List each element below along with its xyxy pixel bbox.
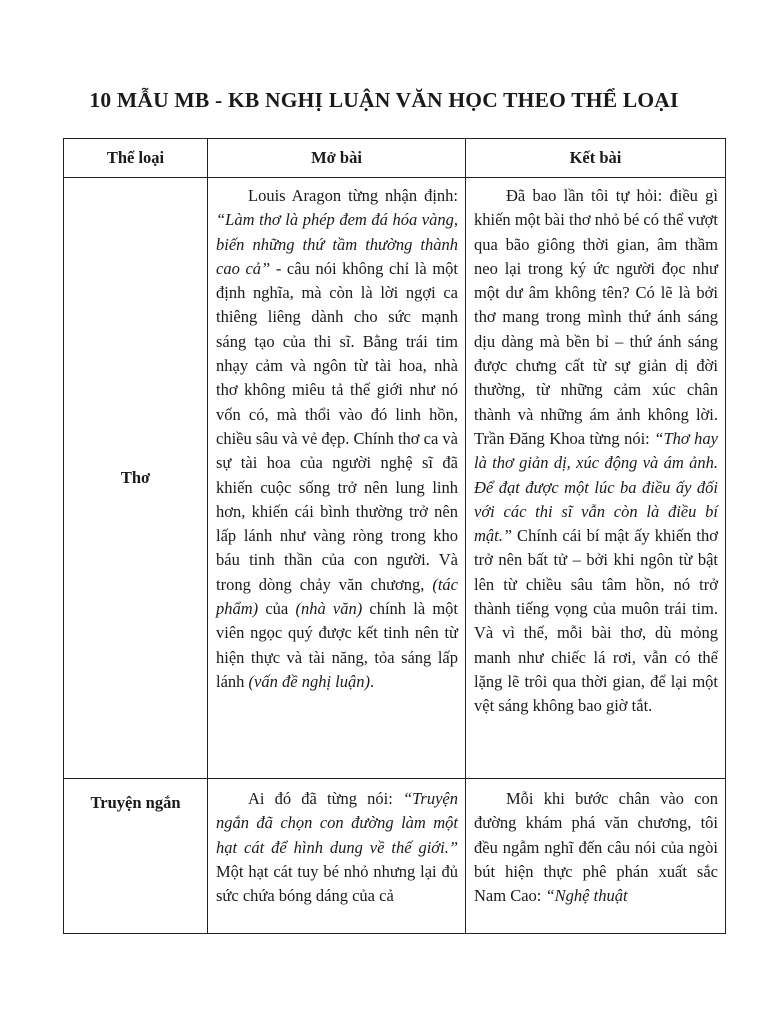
genre-cell: Truyện ngắn xyxy=(64,779,208,934)
quote: “Thơ hay là thơ giản dị, xúc động và ám ảnh. Để đạt được một lúc ba điều ấy đối với các thi sĩ vẫn còn là điều bí mật.” xyxy=(474,428,719,546)
placeholder-issue: (vấn đề nghị luận) xyxy=(248,671,370,691)
header-conclusion: Kết bài xyxy=(466,139,726,178)
conclusion-cell xyxy=(466,178,726,779)
intro-text: Louis Aragon từng nhận định: “Làm thơ là phép đem đá hóa vàng, biến những thứ tầm thường thành cao cả” - câu nói không chỉ là một định nghĩa, mà còn là lời ngợi ca thiêng liêng dành cho sức mạnh sáng tạo của thi sĩ. Bằng trái tim nhạy cảm và ngôn từ tài hoa, nhà thơ không miêu tả thế giới như nó vốn có, mà thổi vào đó linh hồn, chiều sâu và vẻ đẹp. Chính thơ ca và sự tài hoa của người nghệ sĩ đã khiến cuộc sống trở nên lung linh hơn, khiến cái bình thường trở nên lấp lánh như vàng ròng trong kho báu tinh thần của con người. Và trong dòng chảy văn chương, (tác phẩm) của (nhà văn) chính là một viên ngọc quý được kết tinh nên từ hiện thực và tài năng, tỏa sáng lấp lánh (vấn đề nghị luận). xyxy=(216,186,458,691)
table-row xyxy=(64,178,726,779)
quote: “Làm thơ là phép đem đá hóa vàng, biến những thứ tầm thường thành cao cả” xyxy=(216,210,458,278)
intro-text: Ai đó đã từng nói: “Truyện ngắn đã chọn con đường làm một hạt cát để hình dung về thế giới.” Một hạt cát tuy bé nhỏ nhưng lại đủ sức chứa bóng dáng của cả xyxy=(216,789,458,906)
header-genre: Thể loại xyxy=(64,139,208,178)
conclusion-cell xyxy=(466,779,726,934)
intro-cell xyxy=(208,178,466,779)
conclusion-text: Đã bao lần tôi tự hỏi: điều gì khiến một bài thơ nhỏ bé có thể vượt qua bão giông thời gian, âm thầm neo lại trong ký ức người đọc như một dư âm không tên? Có lẽ là bởi thơ mang trong mình thứ ánh sáng dịu dàng mà bền bỉ – thứ ánh sáng được chưng cất từ sự giản dị đời thường, từ những cảm xúc chân thành và những ám ảnh không lời. Trần Đăng Khoa từng nói: “Thơ hay là thơ giản dị, xúc động và ám ảnh. Để đạt được một lúc ba điều ấy đối với các thi sĩ vẫn còn là điều bí mật.” Chính cái bí mật ấy khiến thơ trở nên bất tử – bởi khi ngôn từ bật lên từ chiều sâu tâm hồn, nó trở thành tiếng vọng của muôn trái tim. Và vì thế, mỗi bài thơ, dù mỏng manh như chiếc lá rơi, vẫn có thể lặng lẽ trôi qua thời gian, để lại một vệt sáng không bao giờ tắt. xyxy=(474,186,719,716)
placeholder-work: (tác phẩm) xyxy=(216,574,458,619)
placeholder-author: (nhà văn) xyxy=(295,599,363,619)
conclusion-text: Mỗi khi bước chân vào con đường khám phá văn chương, tôi đều ngẫm nghĩ đến câu nói của ngòi bút hiện thực phê phán xuất sắc Nam Cao: “Nghệ thuật xyxy=(474,789,718,906)
intro-conclusion-table xyxy=(63,138,726,934)
header-intro: Mở bài xyxy=(208,139,466,178)
quote: “Nghệ thuật xyxy=(545,886,628,906)
table-header-row xyxy=(64,139,726,178)
genre-cell: Thơ xyxy=(64,178,208,779)
table-row xyxy=(64,779,726,934)
page-title: 10 MẪU MB - KB NGHỊ LUẬN VĂN HỌC THEO THỂ LOẠI xyxy=(89,88,679,112)
intro-cell xyxy=(208,779,466,934)
quote: “Truyện ngắn đã chọn con đường làm một hạt cát để hình dung về thế giới.” xyxy=(216,789,458,857)
